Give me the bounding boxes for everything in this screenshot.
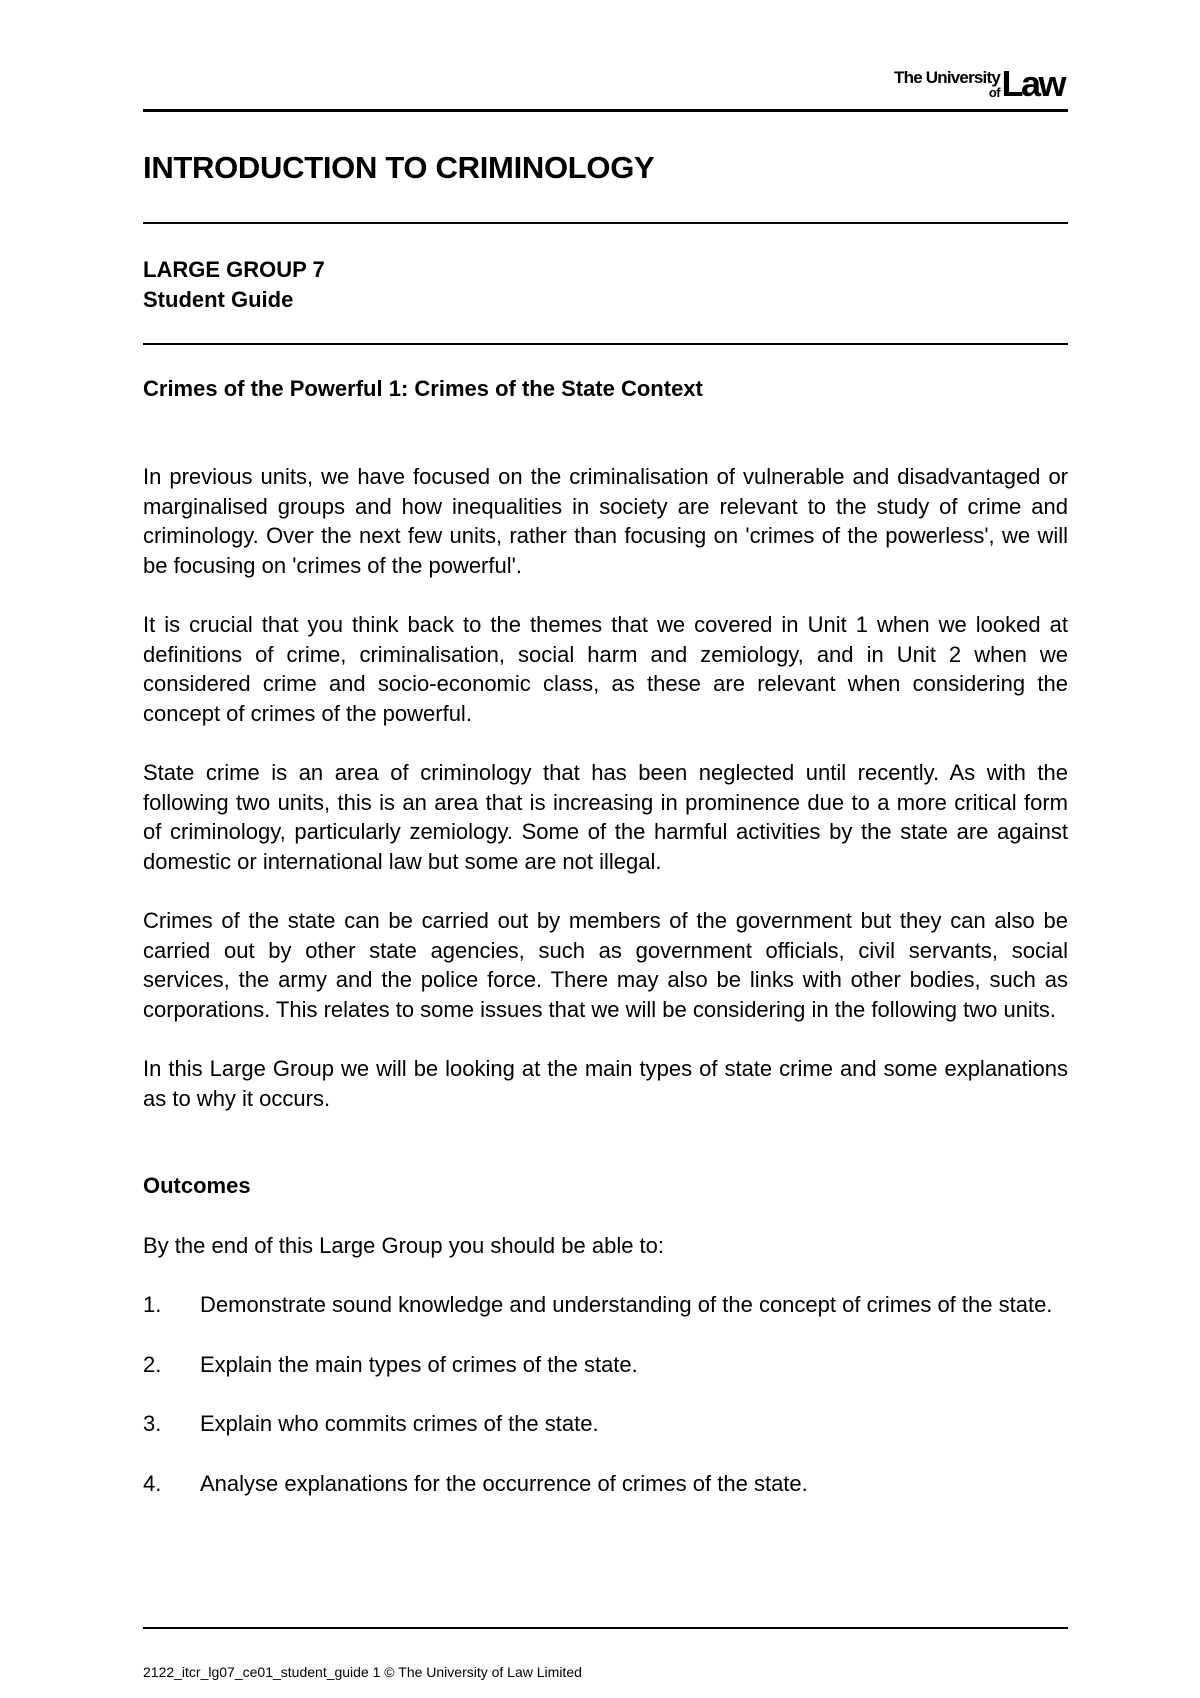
list-number: 2. bbox=[143, 1351, 162, 1377]
footer-rule bbox=[143, 1627, 1068, 1629]
document-title: INTRODUCTION TO CRIMINOLOGY bbox=[143, 150, 655, 185]
list-text: Analyse explanations for the occurrence of crimes of the state. bbox=[200, 1470, 808, 1496]
paragraph: It is crucial that you think back to the themes that we covered in Unit 1 when we looked at definitions of crime, criminalisation, social harm and zemiology, and in Unit 2 when we considered crime and socio-economic class, as these are relevant when considering the concept of crimes of the powerful. bbox=[143, 612, 1068, 726]
outcomes-intro: By the end of this Large Group you should be able to: bbox=[143, 1232, 665, 1258]
logo-line-1: The University bbox=[894, 68, 1000, 87]
subtitle-rule bbox=[143, 343, 1068, 345]
outcomes-list bbox=[143, 1290, 1068, 1498]
list-number: 3. bbox=[143, 1411, 162, 1436]
body-text bbox=[143, 462, 1068, 1528]
list-item bbox=[143, 1350, 1068, 1380]
logo-line-2: of bbox=[988, 85, 1000, 100]
outcomes-heading: Outcomes bbox=[143, 1173, 251, 1198]
context-heading: Crimes of the Powerful 1: Crimes of the State Context bbox=[143, 376, 703, 401]
paragraph: In this Large Group we will be looking at the main types of state crime and some explanations as to why it occurs. bbox=[143, 1056, 1068, 1111]
list-item bbox=[143, 1409, 1068, 1439]
list-text: Demonstrate sound knowledge and understanding of the concept of crimes of the state. bbox=[200, 1292, 1053, 1317]
footer-text: 2122_itcr_lg07_ce01_student_guide 1 © The University of Law Limited bbox=[143, 1664, 582, 1680]
title-rule bbox=[143, 222, 1068, 224]
paragraph: In previous units, we have focused on the criminalisation of vulnerable and disadvantaged or marginalised groups and how inequalities in society are relevant to the study of crime and criminology. Over the next few units, rather than focusing on 'crimes of the powerless', we will be focusing on 'crimes of the powerful'. bbox=[143, 464, 1068, 578]
subtitle-block bbox=[143, 255, 325, 315]
student-guide-label: Student Guide bbox=[143, 287, 294, 312]
list-number: 1. bbox=[143, 1292, 162, 1317]
logo-line-3: Law bbox=[1001, 63, 1064, 104]
list-item bbox=[143, 1290, 1068, 1320]
header-rule bbox=[143, 109, 1068, 112]
large-group-label: LARGE GROUP 7 bbox=[143, 257, 325, 282]
list-text: Explain who commits crimes of the state. bbox=[200, 1411, 599, 1436]
paragraph: Crimes of the state can be carried out by members of the government but they can also be carried out by other state agencies, such as government officials, civil servants, social services, the army and the police force. There may also be links with other bodies, such as corporations. This relates to some issues that we will be considering in the following two units. bbox=[143, 908, 1068, 1022]
paragraph: State crime is an area of criminology that has been neglected until recently. As with the following two units, this is an area that is increasing in prominence due to a more critical form of criminology, particularly zemiology. Some of the harmful activities by the state are against domestic or international law but some are not illegal. bbox=[143, 760, 1068, 874]
university-logo bbox=[858, 64, 1068, 104]
list-item bbox=[143, 1469, 1068, 1499]
list-number: 4. bbox=[143, 1470, 162, 1496]
list-text: Explain the main types of crimes of the state. bbox=[200, 1351, 638, 1377]
